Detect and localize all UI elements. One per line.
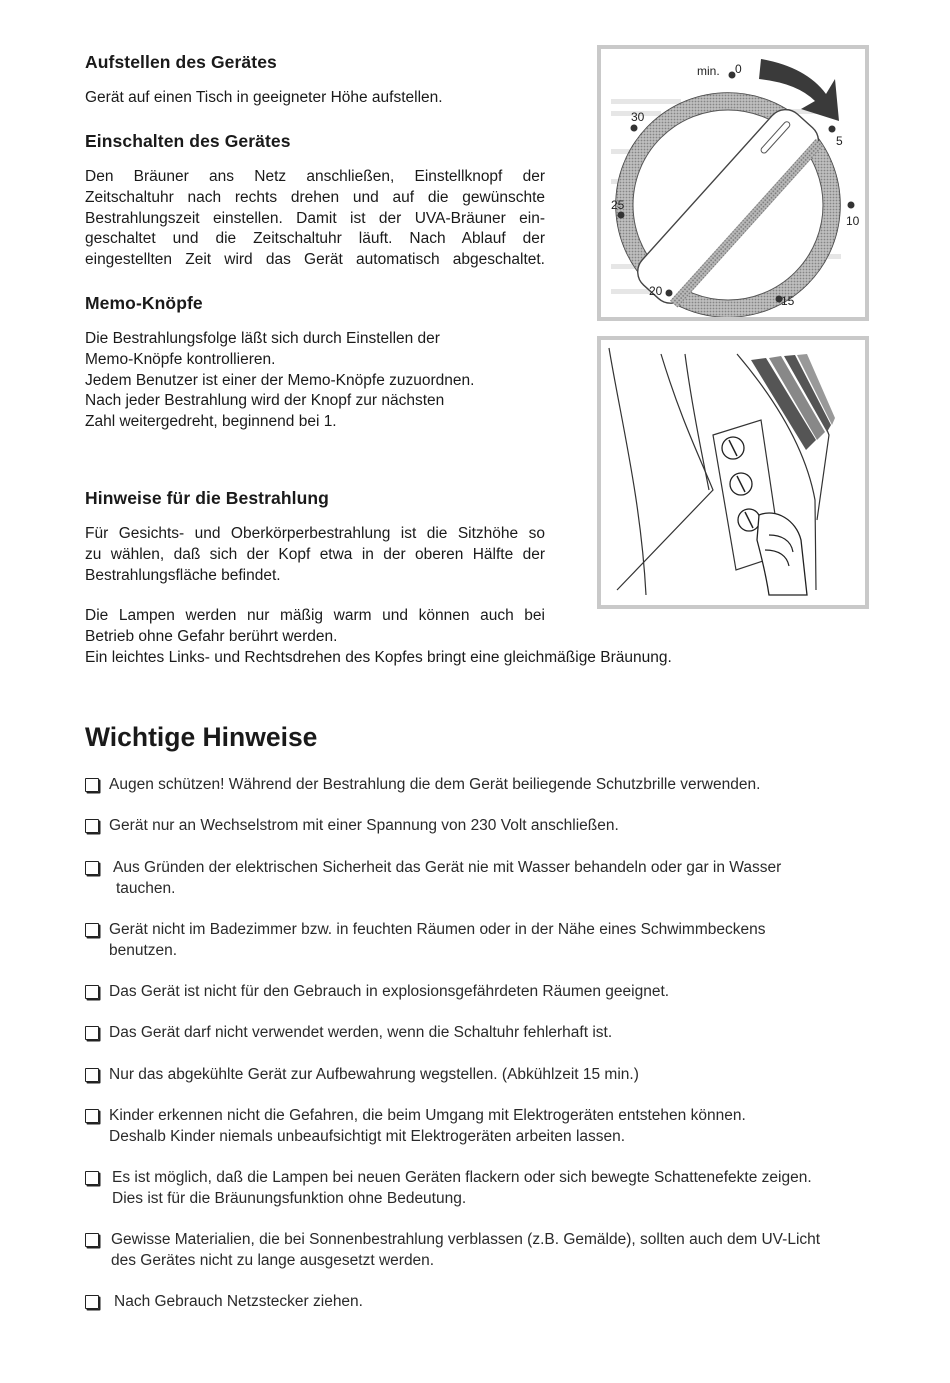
text-line: Die Bestrahlungsfolge läßt sich durch Einstellen der: [85, 330, 440, 347]
memo-knobs-figure: [597, 336, 869, 609]
checkbox-icon: [85, 923, 99, 937]
text-line: Bestrahlungszeit einstellen. Damit ist der UVA-Bräuner ein-: [85, 209, 545, 227]
checkbox-icon: [85, 1295, 99, 1309]
heading-memo-knoepfe: Memo-Knöpfe: [85, 293, 203, 313]
item-line: Nach Gebrauch Netzstecker ziehen.: [114, 1293, 363, 1310]
item-line: Gewisse Materialien, die bei Sonnenbestrahlung verblassen (z.B. Gemälde), sollten auch dem UV-Licht: [111, 1231, 821, 1248]
heading-aufstellen: Aufstellen des Gerätes: [85, 52, 277, 72]
text-line: Zeitschaltuhr nach rechts drehen und auf die gewünschte: [85, 188, 545, 206]
heading-einschalten: Einschalten des Gerätes: [85, 131, 291, 151]
text-line: geschaltet und die Zeitschaltuhr läuft. Nach Ablauf der: [85, 230, 545, 248]
text-hinweise-2: [85, 606, 672, 668]
item-line: tauchen.: [116, 880, 176, 897]
text-line: Für Gesichts- und Oberkörperbestrahlung ist die Sitzhöhe so: [85, 525, 545, 542]
heading-wichtige-hinweise: Wichtige Hinweise: [85, 722, 318, 752]
dial-mark-30: 30: [631, 110, 645, 124]
checkbox-icon: [85, 861, 99, 875]
item-line: Es ist möglich, daß die Lampen bei neuen Geräten flackern oder sich bewegte Schattenefekte zeigen.: [112, 1169, 812, 1186]
dial-mark-25: 25: [611, 198, 625, 212]
item-line: Kinder erkennen nicht die Gefahren, die beim Umgang mit Elektrogeräten entstehen können.: [109, 1107, 746, 1124]
dial-mark-5: 5: [836, 134, 843, 148]
checkbox-icon: [85, 1109, 99, 1123]
item-line: Das Gerät ist nicht für den Gebrauch in explosionsgefährdeten Räumen geeignet.: [109, 983, 670, 1000]
checkbox-icon: [85, 1233, 99, 1247]
checkbox-icon: [85, 819, 99, 833]
text-line: Zahl weitergedreht, beginnend bei 1.: [85, 413, 337, 431]
text-line: Ein leichtes Links- und Rechtsdrehen des Kopfes bringt eine gleichmäßige Bräunung.: [85, 648, 672, 666]
item-line: Gerät nicht im Badezimmer bzw. in feuchten Räumen oder in der Nähe eines Schwimmbeckens: [109, 921, 766, 938]
text-einschalten: [85, 167, 545, 271]
text-line: Bestrahlungsfläche befindet.: [85, 566, 281, 584]
text-line: Jedem Benutzer ist einer der Memo-Knöpfe zuzuordnen.: [85, 371, 475, 389]
checkbox-icon: [85, 778, 99, 792]
text-line: Memo-Knöpfe kontrollieren.: [85, 350, 276, 368]
dial-label-min: min.: [697, 64, 720, 78]
item-line: Augen schützen! Während der Bestrahlung die dem Gerät beiliegende Schutzbrille verwenden.: [109, 776, 761, 793]
item-line: Aus Gründen der elektrischen Sicherheit das Gerät nie mit Wasser behandeln oder gar in Wasser: [113, 859, 782, 876]
item-line: Nur das abgekühlte Gerät zur Aufbewahrung wegstellen. (Abkühlzeit 15 min.): [109, 1066, 639, 1083]
text-line: zu wählen, daß sich der Kopf etwa in der oberen Hälfte der: [85, 545, 545, 563]
item-line: des Gerätes nicht zu lange ausgesetzt werden.: [111, 1252, 435, 1269]
text-line: eingestellten Zeit wird das Gerät automatisch abgeschaltet.: [85, 251, 545, 269]
text-aufstellen: Gerät auf einen Tisch in geeigneter Höhe aufstellen.: [85, 89, 443, 106]
checkbox-icon: [85, 1068, 99, 1082]
item-line: Dies ist für die Bräunungsfunktion ohne Bedeutung.: [112, 1190, 467, 1207]
text-line: Nach jeder Bestrahlung wird der Knopf zur nächsten: [85, 392, 445, 410]
dial-mark-15: 15: [781, 294, 795, 308]
checkbox-icon: [85, 1026, 99, 1040]
checkbox-icon: [85, 985, 99, 999]
dial-mark-20: 20: [649, 284, 663, 298]
text-hinweise-1: [85, 524, 545, 586]
item-line: Gerät nur an Wechselstrom mit einer Spannung von 230 Volt anschließen.: [109, 817, 619, 834]
timer-dial-illustration: [601, 49, 865, 317]
item-line: benutzen.: [109, 942, 178, 959]
dial-mark-10: 10: [846, 214, 860, 228]
item-line: Deshalb Kinder niemals unbeaufsichtigt mit Elektrogeräten arbeiten lassen.: [109, 1128, 626, 1145]
text-line: Die Lampen werden nur mäßig warm und können auch bei: [85, 607, 545, 624]
text-memo-knoepfe: [85, 329, 474, 433]
text-line: Betrieb ohne Gefahr berührt werden.: [85, 627, 338, 645]
item-line: Das Gerät darf nicht verwendet werden, wenn die Schaltuhr fehlerhaft ist.: [109, 1024, 613, 1041]
checkbox-icon: [85, 1171, 99, 1185]
memo-knobs-illustration: [601, 340, 865, 605]
heading-hinweise-bestrahlung: Hinweise für die Bestrahlung: [85, 488, 329, 508]
timer-dial-figure: [597, 45, 869, 321]
text-line: Den Bräuner ans Netz anschließen, Einstellknopf der: [85, 168, 545, 185]
dial-mark-0: 0: [735, 62, 742, 76]
